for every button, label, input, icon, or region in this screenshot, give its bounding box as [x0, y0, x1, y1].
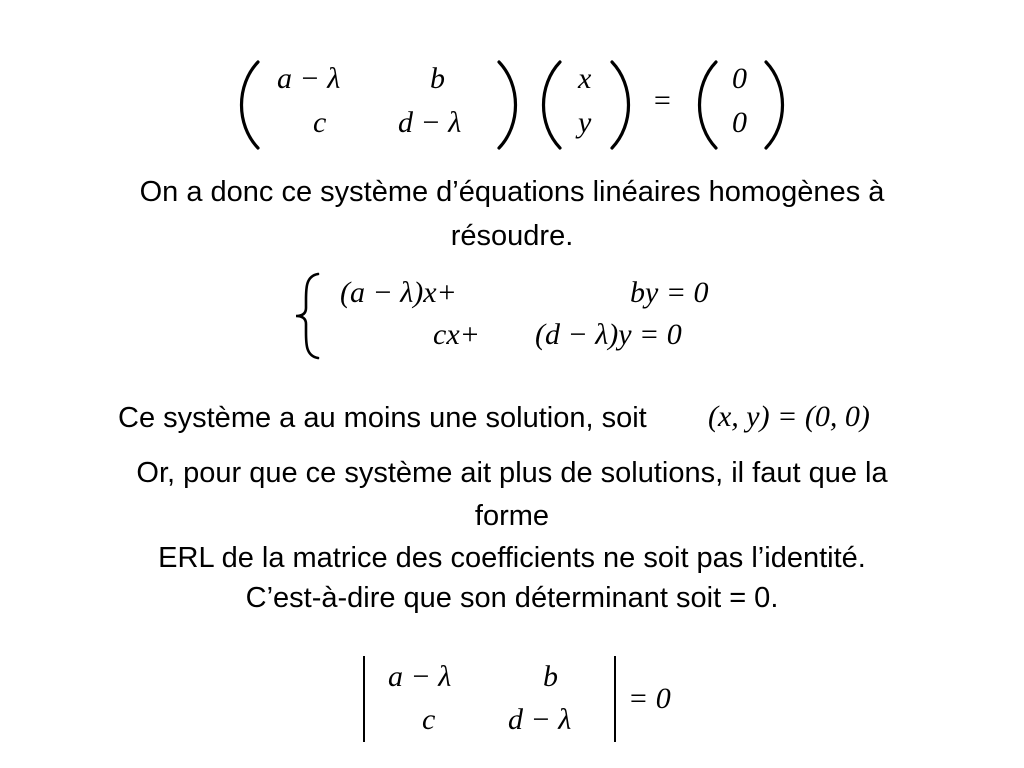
- rhs-left-paren: [690, 60, 720, 150]
- determinant-right-bar: [614, 656, 616, 742]
- system-row2-right: (d − λ)y = 0: [535, 318, 682, 351]
- vector-x: x: [578, 62, 592, 95]
- det-cell-22: d − λ: [508, 703, 572, 736]
- vector-y: y: [578, 106, 592, 139]
- matrix-cell-11: a − λ: [277, 62, 341, 95]
- rhs-0-top: 0: [732, 62, 747, 95]
- system-row1-right: by = 0: [630, 276, 709, 309]
- system-left-brace: [292, 272, 326, 360]
- text-line-7: C’est-à-dire que son déterminant soit = 0.: [245, 582, 779, 614]
- matrix-cell-12: b: [430, 62, 445, 95]
- text-line-5: forme: [474, 500, 550, 532]
- text-line-3: Ce système a au moins une solution, soit: [118, 402, 647, 434]
- det-cell-12: b: [543, 660, 558, 693]
- determinant-rhs: = 0: [628, 682, 671, 715]
- trivial-solution: (x, y) = (0, 0): [708, 400, 870, 433]
- matrix-right-paren: [495, 60, 525, 150]
- vector-right-paren: [608, 60, 638, 150]
- det-cell-21: c: [422, 703, 436, 736]
- vector-left-paren: [534, 60, 564, 150]
- determinant-left-bar: [363, 656, 365, 742]
- text-line-6: ERL de la matrice des coefficients ne soit pas l’identité.: [158, 542, 866, 574]
- system-row1-left: (a − λ)x+: [340, 276, 457, 309]
- text-line-1: On a donc ce système d’équations linéaires homogènes à: [139, 176, 885, 208]
- text-line-4: Or, pour que ce système ait plus de solutions, il faut que la: [136, 457, 888, 489]
- det-cell-11: a − λ: [388, 660, 452, 693]
- rhs-0-bottom: 0: [732, 106, 747, 139]
- system-row2-left: cx+: [433, 318, 480, 351]
- text-line-2: résoudre.: [450, 220, 574, 252]
- matrix-cell-22: d − λ: [398, 106, 462, 139]
- equals-sign: =: [652, 84, 673, 117]
- matrix-cell-21: c: [313, 106, 327, 139]
- rhs-right-paren: [762, 60, 792, 150]
- matrix-left-paren: [232, 60, 262, 150]
